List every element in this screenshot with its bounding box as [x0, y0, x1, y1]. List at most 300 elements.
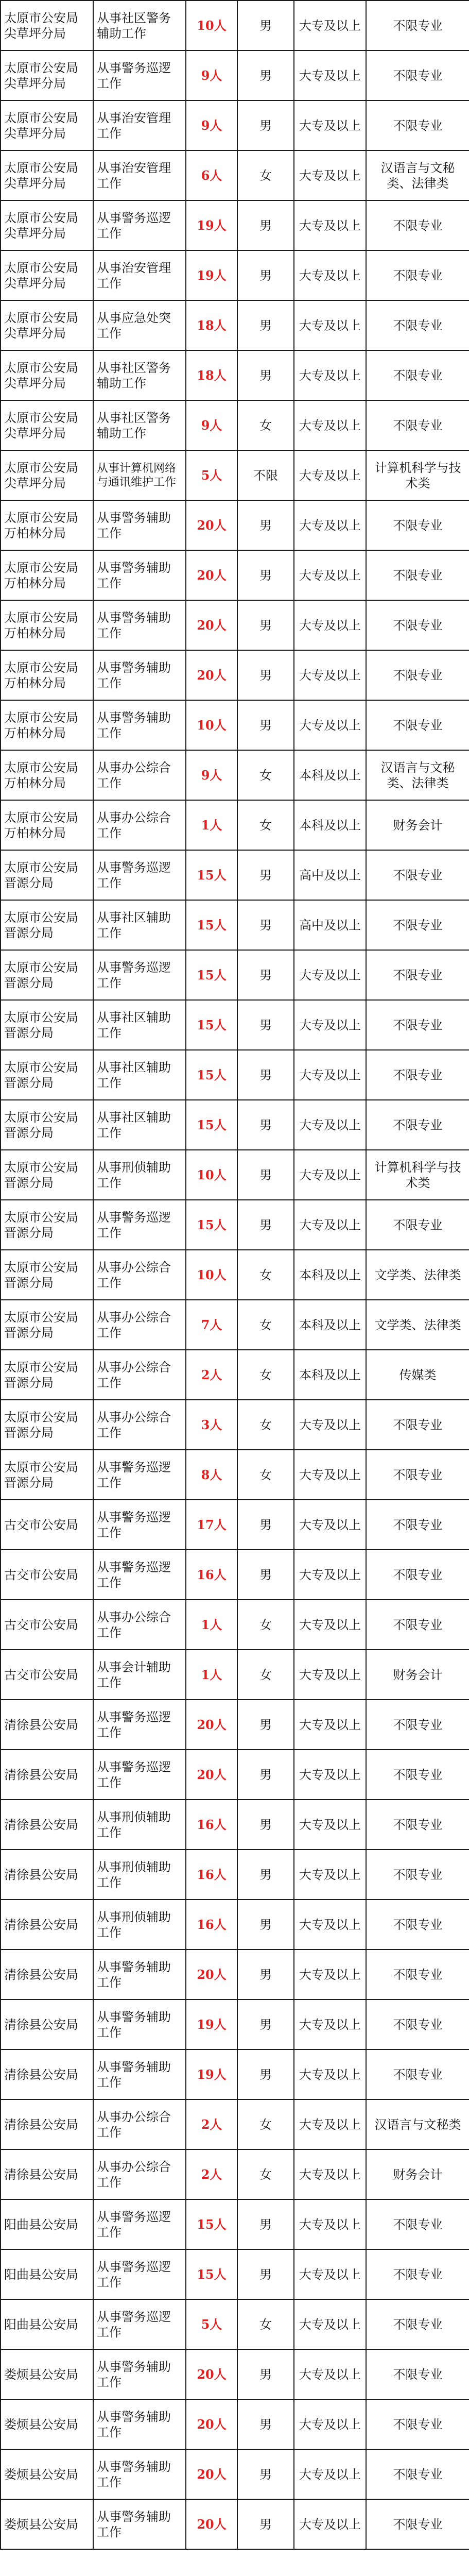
unit-cell: 太原市公安局晋源分局 — [1, 1350, 93, 1400]
major-cell: 传媒类 — [366, 1350, 469, 1400]
gender-cell: 女 — [237, 1350, 294, 1400]
gender-cell: 女 — [237, 1650, 294, 1700]
major-cell: 不限专业 — [366, 300, 469, 350]
post-cell: 从事办公综合工作 — [93, 1400, 186, 1450]
post-cell: 从事办公综合工作 — [93, 1250, 186, 1300]
post-cell: 从事应急处突工作 — [93, 300, 186, 350]
count-cell: 2人 — [186, 1350, 237, 1400]
unit-cell: 清徐县公安局 — [1, 2049, 93, 2099]
major-cell: 财务会计 — [366, 800, 469, 850]
major-cell: 不限专业 — [366, 250, 469, 300]
gender-cell: 男 — [237, 700, 294, 750]
major-cell: 不限专业 — [366, 950, 469, 1000]
post-cell: 从事办公综合工作 — [93, 2099, 186, 2149]
gender-cell: 女 — [237, 400, 294, 450]
education-cell: 大专及以上 — [294, 2249, 366, 2299]
major-cell: 不限专业 — [366, 1100, 469, 1150]
education-cell: 大专及以上 — [294, 2199, 366, 2249]
education-cell: 大专及以上 — [294, 2449, 366, 2499]
major-cell: 不限专业 — [366, 1850, 469, 1900]
gender-cell: 男 — [237, 2399, 294, 2449]
table-row — [1, 1300, 469, 1350]
table-row — [1, 100, 469, 150]
education-cell: 大专及以上 — [294, 1950, 366, 1999]
table-row — [1, 1999, 469, 2049]
table-row — [1, 2299, 469, 2349]
education-cell: 大专及以上 — [294, 1999, 366, 2049]
education-cell: 大专及以上 — [294, 350, 366, 400]
gender-cell: 女 — [237, 150, 294, 200]
table-row — [1, 600, 469, 650]
gender-cell: 男 — [237, 1200, 294, 1250]
count-cell: 10人 — [186, 1, 237, 50]
education-cell: 大专及以上 — [294, 150, 366, 200]
post-cell: 从事警务巡逻工作 — [93, 1200, 186, 1250]
unit-cell: 太原市公安局万柏林分局 — [1, 500, 93, 550]
post-cell: 从事警务巡逻工作 — [93, 2249, 186, 2299]
education-cell: 大专及以上 — [294, 1650, 366, 1700]
table-row — [1, 2499, 469, 2549]
table-row — [1, 850, 469, 900]
count-cell: 16人 — [186, 1900, 237, 1950]
unit-cell: 古交市公安局 — [1, 1550, 93, 1600]
count-cell: 19人 — [186, 2049, 237, 2099]
post-cell: 从事警务辅助工作 — [93, 500, 186, 550]
gender-cell: 男 — [237, 350, 294, 400]
major-cell: 不限专业 — [366, 1400, 469, 1450]
gender-cell: 男 — [237, 650, 294, 700]
education-cell: 大专及以上 — [294, 2049, 366, 2099]
education-cell: 大专及以上 — [294, 2499, 366, 2549]
unit-cell: 太原市公安局万柏林分局 — [1, 800, 93, 850]
table-row — [1, 1600, 469, 1650]
post-cell: 从事刑侦辅助工作 — [93, 1800, 186, 1850]
education-cell: 大专及以上 — [294, 2149, 366, 2199]
table-row — [1, 1500, 469, 1550]
post-cell: 从事警务巡逻工作 — [93, 200, 186, 250]
post-cell: 从事警务辅助工作 — [93, 2449, 186, 2499]
major-cell: 不限专业 — [366, 1700, 469, 1750]
major-cell: 财务会计 — [366, 2149, 469, 2199]
post-cell: 从事警务辅助工作 — [93, 550, 186, 600]
gender-cell: 男 — [237, 1700, 294, 1750]
education-cell: 大专及以上 — [294, 650, 366, 700]
major-cell: 不限专业 — [366, 200, 469, 250]
count-cell: 16人 — [186, 1550, 237, 1600]
count-cell: 5人 — [186, 450, 237, 500]
count-cell: 1人 — [186, 1650, 237, 1700]
post-cell: 从事警务巡逻工作 — [93, 2299, 186, 2349]
post-cell: 从事社区警务辅助工作 — [93, 1, 186, 50]
post-cell: 从事社区辅助工作 — [93, 900, 186, 950]
count-cell: 19人 — [186, 1999, 237, 2049]
major-cell: 汉语言与文秘类、法律类 — [366, 750, 469, 800]
education-cell: 大专及以上 — [294, 1, 366, 50]
table-row — [1, 2099, 469, 2149]
unit-cell: 太原市公安局尖草坪分局 — [1, 350, 93, 400]
count-cell: 5人 — [186, 2299, 237, 2349]
unit-cell: 太原市公安局晋源分局 — [1, 1400, 93, 1450]
unit-cell: 太原市公安局晋源分局 — [1, 1150, 93, 1200]
gender-cell: 女 — [237, 2299, 294, 2349]
major-cell: 不限专业 — [366, 1500, 469, 1550]
table-row — [1, 550, 469, 600]
major-cell: 不限专业 — [366, 2349, 469, 2399]
unit-cell: 太原市公安局尖草坪分局 — [1, 200, 93, 250]
education-cell: 大专及以上 — [294, 1050, 366, 1100]
post-cell: 从事警务辅助工作 — [93, 650, 186, 700]
post-cell: 从事警务巡逻工作 — [93, 950, 186, 1000]
table-row — [1, 250, 469, 300]
gender-cell: 男 — [237, 50, 294, 100]
gender-cell: 女 — [237, 800, 294, 850]
major-cell: 不限专业 — [366, 2199, 469, 2249]
education-cell: 本科及以上 — [294, 1300, 366, 1350]
gender-cell: 女 — [237, 1450, 294, 1500]
unit-cell: 太原市公安局万柏林分局 — [1, 750, 93, 800]
unit-cell: 娄烦县公安局 — [1, 2499, 93, 2549]
table-row — [1, 1650, 469, 1700]
table-row — [1, 1200, 469, 1250]
unit-cell: 太原市公安局晋源分局 — [1, 1300, 93, 1350]
count-cell: 16人 — [186, 1850, 237, 1900]
count-cell: 20人 — [186, 600, 237, 650]
table-row — [1, 2249, 469, 2299]
table-row — [1, 1900, 469, 1950]
post-cell: 从事刑侦辅助工作 — [93, 1150, 186, 1200]
table-row — [1, 2349, 469, 2399]
gender-cell: 女 — [237, 1300, 294, 1350]
post-cell: 从事警务巡逻工作 — [93, 2199, 186, 2249]
major-cell: 不限专业 — [366, 900, 469, 950]
unit-cell: 清徐县公安局 — [1, 1900, 93, 1950]
unit-cell: 太原市公安局尖草坪分局 — [1, 50, 93, 100]
unit-cell: 清徐县公安局 — [1, 1800, 93, 1850]
count-cell: 15人 — [186, 1100, 237, 1150]
table-row — [1, 1850, 469, 1900]
gender-cell: 不限 — [237, 450, 294, 500]
post-cell: 从事警务巡逻工作 — [93, 1500, 186, 1550]
education-cell: 本科及以上 — [294, 750, 366, 800]
table-row — [1, 500, 469, 550]
major-cell: 不限专业 — [366, 500, 469, 550]
education-cell: 大专及以上 — [294, 1550, 366, 1600]
unit-cell: 太原市公安局晋源分局 — [1, 850, 93, 900]
gender-cell: 女 — [237, 1600, 294, 1650]
table-row — [1, 1050, 469, 1100]
gender-cell: 女 — [237, 1250, 294, 1300]
count-cell: 17人 — [186, 1500, 237, 1550]
post-cell: 从事警务辅助工作 — [93, 600, 186, 650]
unit-cell: 太原市公安局尖草坪分局 — [1, 300, 93, 350]
post-cell: 从事警务辅助工作 — [93, 2399, 186, 2449]
table-row — [1, 750, 469, 800]
post-cell: 从事办公综合工作 — [93, 750, 186, 800]
major-cell: 不限专业 — [366, 2249, 469, 2299]
major-cell: 不限专业 — [366, 550, 469, 600]
major-cell: 不限专业 — [366, 1950, 469, 1999]
table-row — [1, 2049, 469, 2099]
count-cell: 18人 — [186, 300, 237, 350]
table-row — [1, 1450, 469, 1500]
education-cell: 大专及以上 — [294, 1850, 366, 1900]
table-row — [1, 2449, 469, 2499]
education-cell: 大专及以上 — [294, 1750, 366, 1800]
unit-cell: 太原市公安局晋源分局 — [1, 1250, 93, 1300]
unit-cell: 太原市公安局晋源分局 — [1, 1200, 93, 1250]
count-cell: 9人 — [186, 750, 237, 800]
table-row — [1, 300, 469, 350]
count-cell: 7人 — [186, 1300, 237, 1350]
major-cell: 不限专业 — [366, 1600, 469, 1650]
unit-cell: 娄烦县公安局 — [1, 2449, 93, 2499]
gender-cell: 女 — [237, 1400, 294, 1450]
post-cell: 从事警务巡逻工作 — [93, 1700, 186, 1750]
post-cell: 从事治安管理工作 — [93, 150, 186, 200]
count-cell: 15人 — [186, 2199, 237, 2249]
unit-cell: 太原市公安局晋源分局 — [1, 1100, 93, 1150]
unit-cell: 太原市公安局万柏林分局 — [1, 650, 93, 700]
post-cell: 从事警务辅助工作 — [93, 2499, 186, 2549]
gender-cell: 男 — [237, 2249, 294, 2299]
major-cell: 文学类、法律类 — [366, 1300, 469, 1350]
recruitment-table-body — [1, 1, 469, 2549]
unit-cell: 太原市公安局晋源分局 — [1, 950, 93, 1000]
count-cell: 15人 — [186, 2249, 237, 2299]
table-row — [1, 1000, 469, 1050]
post-cell: 从事社区辅助工作 — [93, 1000, 186, 1050]
education-cell: 大专及以上 — [294, 100, 366, 150]
major-cell: 不限专业 — [366, 100, 469, 150]
post-cell: 从事计算机网络与通讯维护工作 — [93, 450, 186, 500]
gender-cell: 男 — [237, 1000, 294, 1050]
gender-cell: 男 — [237, 2499, 294, 2549]
post-cell: 从事刑侦辅助工作 — [93, 1900, 186, 1950]
unit-cell: 古交市公安局 — [1, 1500, 93, 1550]
education-cell: 大专及以上 — [294, 1150, 366, 1200]
count-cell: 20人 — [186, 2499, 237, 2549]
major-cell: 不限专业 — [366, 700, 469, 750]
table-row — [1, 900, 469, 950]
gender-cell: 男 — [237, 550, 294, 600]
unit-cell: 阳曲县公安局 — [1, 2199, 93, 2249]
count-cell: 20人 — [186, 2349, 237, 2399]
major-cell: 不限专业 — [366, 2499, 469, 2549]
count-cell: 1人 — [186, 1600, 237, 1650]
education-cell: 大专及以上 — [294, 2099, 366, 2149]
gender-cell: 男 — [237, 900, 294, 950]
count-cell: 16人 — [186, 1800, 237, 1850]
count-cell: 20人 — [186, 1950, 237, 1999]
gender-cell: 男 — [237, 2349, 294, 2399]
table-row — [1, 1350, 469, 1400]
table-row — [1, 50, 469, 100]
table-row — [1, 1800, 469, 1850]
post-cell: 从事会计辅助工作 — [93, 1650, 186, 1700]
major-cell: 不限专业 — [366, 1800, 469, 1850]
count-cell: 9人 — [186, 400, 237, 450]
major-cell: 不限专业 — [366, 400, 469, 450]
count-cell: 20人 — [186, 1750, 237, 1800]
gender-cell: 男 — [237, 600, 294, 650]
unit-cell: 太原市公安局晋源分局 — [1, 1050, 93, 1100]
post-cell: 从事办公综合工作 — [93, 800, 186, 850]
education-cell: 大专及以上 — [294, 250, 366, 300]
education-cell: 大专及以上 — [294, 1700, 366, 1750]
count-cell: 18人 — [186, 350, 237, 400]
post-cell: 从事社区辅助工作 — [93, 1100, 186, 1150]
count-cell: 20人 — [186, 650, 237, 700]
count-cell: 20人 — [186, 550, 237, 600]
count-cell: 9人 — [186, 50, 237, 100]
post-cell: 从事社区警务辅助工作 — [93, 350, 186, 400]
unit-cell: 太原市公安局尖草坪分局 — [1, 250, 93, 300]
unit-cell: 清徐县公安局 — [1, 1999, 93, 2049]
count-cell: 20人 — [186, 500, 237, 550]
table-row — [1, 1, 469, 50]
gender-cell: 男 — [237, 1500, 294, 1550]
education-cell: 大专及以上 — [294, 1600, 366, 1650]
post-cell: 从事办公综合工作 — [93, 1350, 186, 1400]
gender-cell: 男 — [237, 2199, 294, 2249]
education-cell: 大专及以上 — [294, 1400, 366, 1450]
education-cell: 大专及以上 — [294, 550, 366, 600]
count-cell: 19人 — [186, 200, 237, 250]
education-cell: 大专及以上 — [294, 2349, 366, 2399]
gender-cell: 男 — [237, 1050, 294, 1100]
post-cell: 从事警务辅助工作 — [93, 700, 186, 750]
major-cell: 不限专业 — [366, 50, 469, 100]
unit-cell: 清徐县公安局 — [1, 1850, 93, 1900]
education-cell: 大专及以上 — [294, 700, 366, 750]
table-row — [1, 800, 469, 850]
count-cell: 10人 — [186, 700, 237, 750]
count-cell: 19人 — [186, 250, 237, 300]
count-cell: 1人 — [186, 800, 237, 850]
count-cell: 2人 — [186, 2099, 237, 2149]
table-row — [1, 1100, 469, 1150]
education-cell: 大专及以上 — [294, 500, 366, 550]
post-cell: 从事办公综合工作 — [93, 1600, 186, 1650]
table-row — [1, 1250, 469, 1300]
unit-cell: 太原市公安局万柏林分局 — [1, 550, 93, 600]
major-cell: 不限专业 — [366, 1900, 469, 1950]
table-row — [1, 450, 469, 500]
major-cell: 汉语言与文秘类 — [366, 2099, 469, 2149]
unit-cell: 阳曲县公安局 — [1, 2299, 93, 2349]
post-cell: 从事警务巡逻工作 — [93, 50, 186, 100]
post-cell: 从事社区警务辅助工作 — [93, 400, 186, 450]
table-row — [1, 2399, 469, 2449]
count-cell: 15人 — [186, 900, 237, 950]
unit-cell: 太原市公安局晋源分局 — [1, 1450, 93, 1500]
education-cell: 大专及以上 — [294, 1450, 366, 1500]
post-cell: 从事刑侦辅助工作 — [93, 1850, 186, 1900]
education-cell: 本科及以上 — [294, 800, 366, 850]
education-cell: 本科及以上 — [294, 1250, 366, 1300]
major-cell: 汉语言与文秘类、法律类 — [366, 150, 469, 200]
education-cell: 大专及以上 — [294, 1200, 366, 1250]
major-cell: 不限专业 — [366, 2399, 469, 2449]
count-cell: 15人 — [186, 1050, 237, 1100]
count-cell: 3人 — [186, 1400, 237, 1450]
gender-cell: 男 — [237, 1950, 294, 1999]
count-cell: 20人 — [186, 2449, 237, 2499]
education-cell: 大专及以上 — [294, 1500, 366, 1550]
unit-cell: 古交市公安局 — [1, 1650, 93, 1700]
education-cell: 大专及以上 — [294, 200, 366, 250]
unit-cell: 清徐县公安局 — [1, 2099, 93, 2149]
unit-cell: 太原市公安局万柏林分局 — [1, 700, 93, 750]
count-cell: 20人 — [186, 1700, 237, 1750]
education-cell: 大专及以上 — [294, 1800, 366, 1850]
count-cell: 10人 — [186, 1250, 237, 1300]
education-cell: 大专及以上 — [294, 2399, 366, 2449]
post-cell: 从事警务巡逻工作 — [93, 1450, 186, 1500]
gender-cell: 男 — [237, 1800, 294, 1850]
gender-cell: 男 — [237, 1850, 294, 1900]
count-cell: 15人 — [186, 850, 237, 900]
table-row — [1, 700, 469, 750]
major-cell: 文学类、法律类 — [366, 1250, 469, 1300]
gender-cell: 男 — [237, 1550, 294, 1600]
count-cell: 8人 — [186, 1450, 237, 1500]
unit-cell: 清徐县公安局 — [1, 2149, 93, 2199]
major-cell: 不限专业 — [366, 2299, 469, 2349]
post-cell: 从事警务辅助工作 — [93, 1999, 186, 2049]
education-cell: 大专及以上 — [294, 950, 366, 1000]
table-row — [1, 1700, 469, 1750]
major-cell: 不限专业 — [366, 2449, 469, 2499]
education-cell: 大专及以上 — [294, 400, 366, 450]
unit-cell: 娄烦县公安局 — [1, 2399, 93, 2449]
gender-cell: 女 — [237, 2149, 294, 2199]
education-cell: 大专及以上 — [294, 2299, 366, 2349]
major-cell: 计算机科学与技术类 — [366, 450, 469, 500]
major-cell: 不限专业 — [366, 1, 469, 50]
count-cell: 6人 — [186, 150, 237, 200]
table-row — [1, 150, 469, 200]
unit-cell: 阳曲县公安局 — [1, 2249, 93, 2299]
major-cell: 不限专业 — [366, 1050, 469, 1100]
unit-cell: 清徐县公安局 — [1, 1950, 93, 1999]
post-cell: 从事警务辅助工作 — [93, 1950, 186, 1999]
unit-cell: 清徐县公安局 — [1, 1700, 93, 1750]
table-row — [1, 650, 469, 700]
gender-cell: 男 — [237, 500, 294, 550]
count-cell: 15人 — [186, 1000, 237, 1050]
unit-cell: 太原市公安局尖草坪分局 — [1, 150, 93, 200]
education-cell: 大专及以上 — [294, 300, 366, 350]
post-cell: 从事治安管理工作 — [93, 250, 186, 300]
major-cell: 不限专业 — [366, 600, 469, 650]
gender-cell: 男 — [237, 850, 294, 900]
unit-cell: 太原市公安局尖草坪分局 — [1, 450, 93, 500]
count-cell: 9人 — [186, 100, 237, 150]
unit-cell: 娄烦县公安局 — [1, 2349, 93, 2399]
unit-cell: 太原市公安局尖草坪分局 — [1, 100, 93, 150]
count-cell: 15人 — [186, 950, 237, 1000]
gender-cell: 男 — [237, 1750, 294, 1800]
count-cell: 20人 — [186, 2399, 237, 2449]
post-cell: 从事社区辅助工作 — [93, 1050, 186, 1100]
post-cell: 从事警务辅助工作 — [93, 2349, 186, 2399]
major-cell: 不限专业 — [366, 1750, 469, 1800]
post-cell: 从事警务巡逻工作 — [93, 850, 186, 900]
gender-cell: 女 — [237, 750, 294, 800]
gender-cell: 男 — [237, 1900, 294, 1950]
major-cell: 不限专业 — [366, 1550, 469, 1600]
